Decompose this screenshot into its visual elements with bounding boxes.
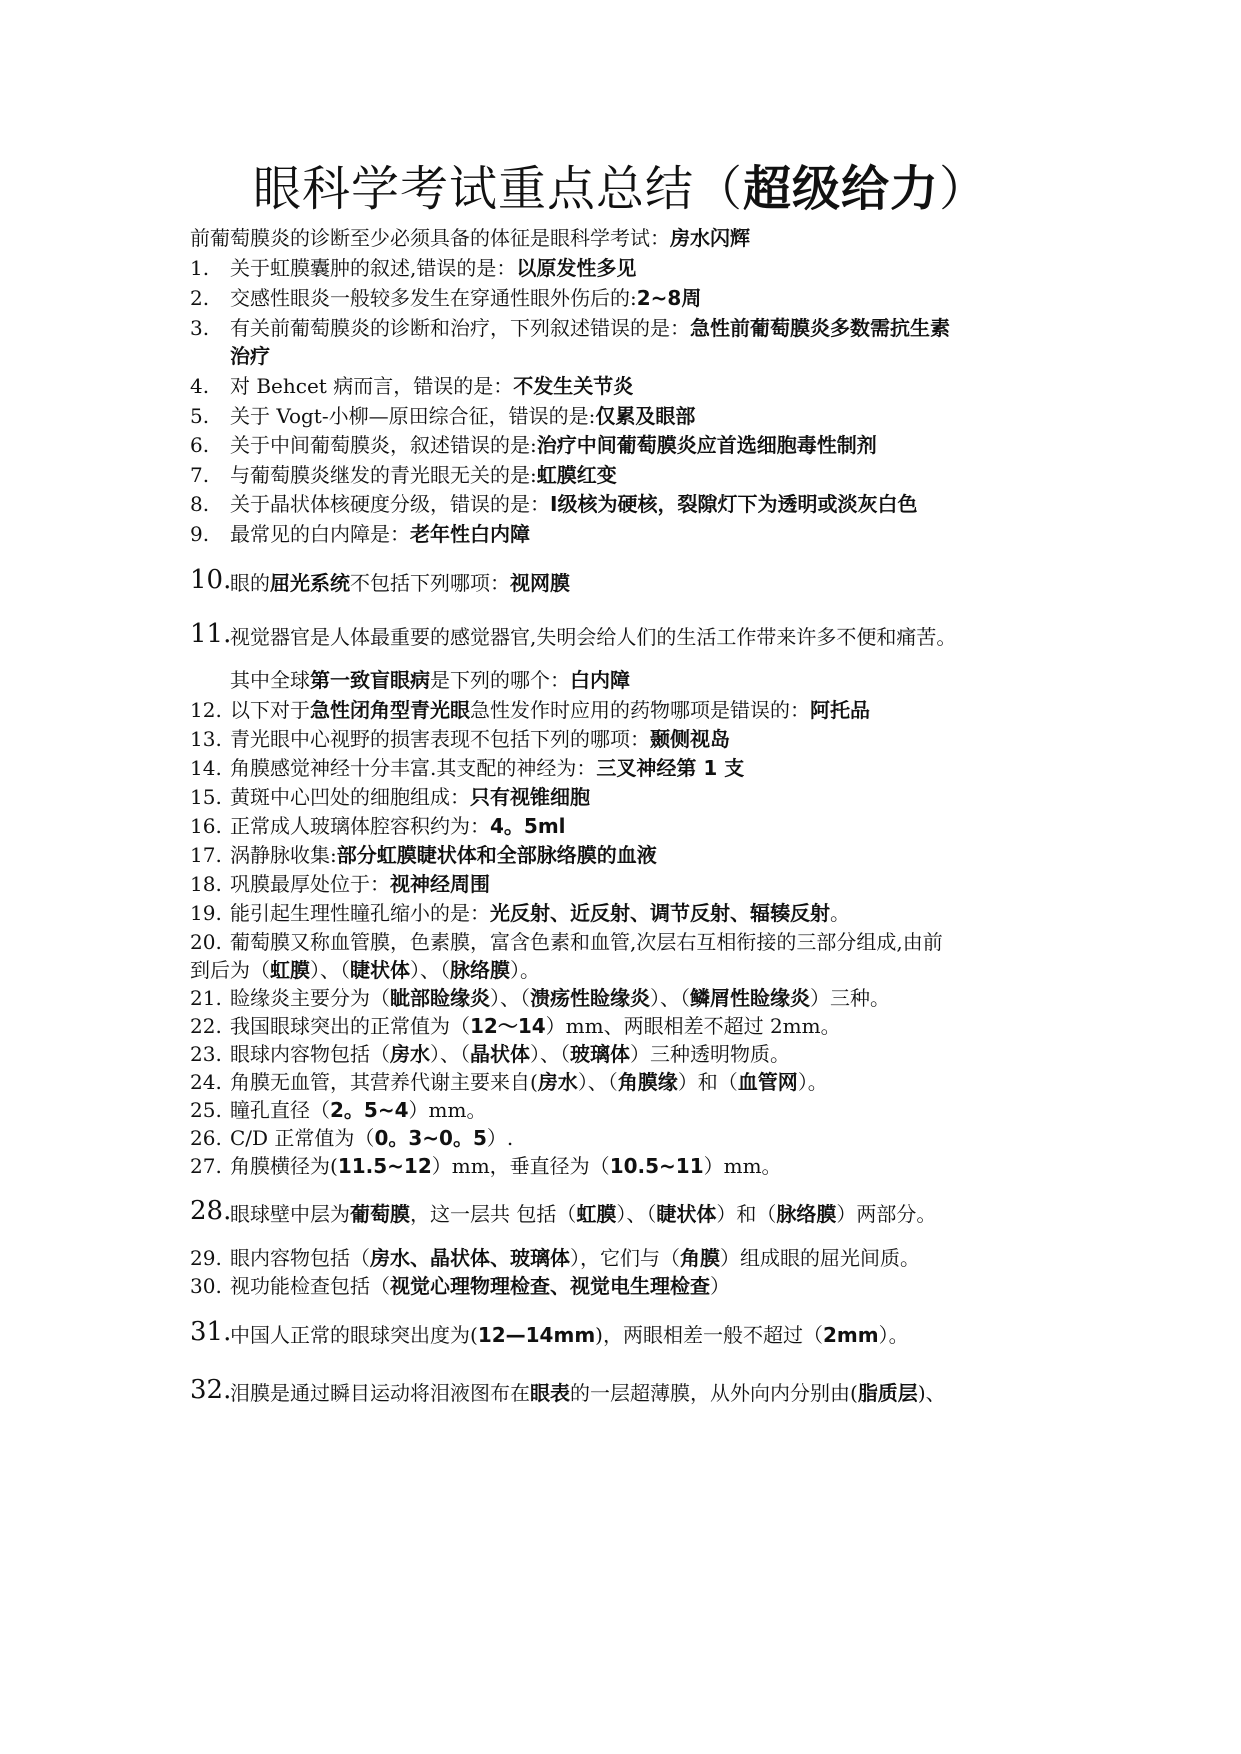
item-text: 的一层超薄膜，从外向内分别由( xyxy=(570,1381,858,1405)
item-text: ）组成眼的屈光间质。 xyxy=(720,1246,920,1270)
item-text: ）、（ xyxy=(616,1202,657,1226)
item-number: 9. xyxy=(190,522,210,546)
item-number: 7. xyxy=(190,463,210,487)
item-answer: 12～14 xyxy=(470,1014,546,1038)
item-text: 瞳孔直径（ xyxy=(230,1098,330,1122)
item-text: ）。 xyxy=(878,1323,909,1347)
item-question: 交感性眼炎一般较多发生在穿通性眼外伤后的: xyxy=(230,286,637,310)
item-text: ）、（ xyxy=(577,1070,618,1094)
item-number: 15. xyxy=(190,785,222,809)
item-text: 角膜横径为( xyxy=(230,1154,338,1178)
item-answer: 角膜缘 xyxy=(617,1070,678,1094)
item-number: 2. xyxy=(190,286,210,310)
item-answer: 部分虹膜睫状体和全部脉络膜的血液 xyxy=(336,843,657,867)
item-question: 关于晶状体核硬度分级，错误的是： xyxy=(230,492,550,516)
item-answer-continued: 治疗 xyxy=(230,344,270,368)
item-answer: 虹膜 xyxy=(576,1202,617,1226)
item-answer: 视神经周围 xyxy=(390,872,490,896)
item-answer: 脉络膜 xyxy=(776,1202,837,1226)
item-text: ） xyxy=(710,1274,730,1298)
item-answer: 11.5~12 xyxy=(337,1154,432,1178)
item-number: 11. xyxy=(190,619,232,649)
item-answer: 视网膜 xyxy=(510,571,570,595)
item-answer: 以原发性多见 xyxy=(516,256,637,280)
item-number: 19. xyxy=(190,901,222,925)
item-number: 12. xyxy=(190,698,222,722)
item-question: 对 Behcet 病而言，错误的是： xyxy=(230,374,514,398)
item-keyword: 屈光系统 xyxy=(270,571,350,595)
item-answer: Ⅰ级核为硬核，裂隙灯下为透明或淡灰白色 xyxy=(550,492,918,516)
item-question: 葡萄膜又称血管膜，色素膜，富含色素和血管,次层右互相衔接的三部分组成,由前 xyxy=(230,930,943,954)
item-number: 28. xyxy=(190,1196,232,1226)
item-text: ）. xyxy=(486,1126,514,1150)
item-text: ）三种透明物质。 xyxy=(630,1042,790,1066)
item-number: 5. xyxy=(190,404,210,428)
item-number: 30. xyxy=(190,1274,222,1298)
item-text: 眼球内容物包括（ xyxy=(230,1042,390,1066)
item-number: 18. xyxy=(190,872,222,896)
item-text: ）三种。 xyxy=(810,986,890,1010)
item-text: )、 xyxy=(917,1381,946,1405)
item-number: 23. xyxy=(190,1042,222,1066)
item-question: 巩膜最厚处位于： xyxy=(230,872,390,896)
item-answer: 脉络膜 xyxy=(450,958,510,982)
item-answer: 阿托品 xyxy=(810,698,870,722)
item-text: ）mm、两眼相差不超过 2mm。 xyxy=(545,1014,841,1038)
item-answer: 脂质层 xyxy=(857,1381,918,1405)
item-question: 关于 Vogt-小柳—原田综合征，错误的是: xyxy=(230,404,596,428)
item-answer: 只有视锥细胞 xyxy=(470,785,590,809)
item-number: 22. xyxy=(190,1014,222,1038)
item-answer: 4。5ml xyxy=(490,814,566,838)
item-number: 4. xyxy=(190,374,210,398)
item-question: 涡静脉收集: xyxy=(230,843,337,867)
item-text: 睑缘炎主要分为（ xyxy=(230,986,390,1010)
item-answer: 白内障 xyxy=(570,668,630,692)
item-answer: 仅累及眼部 xyxy=(595,404,696,428)
item-answer: 鳞屑性睑缘炎 xyxy=(690,986,810,1010)
item-answer: 颞侧视岛 xyxy=(650,727,730,751)
item-question: 角膜感觉神经十分丰富.其支配的神经为： xyxy=(230,756,597,780)
item-text: ）。 xyxy=(510,958,540,982)
item-answer: 10.5~11 xyxy=(609,1154,704,1178)
item-number: 14. xyxy=(190,756,222,780)
item-number: 3. xyxy=(190,316,210,340)
item-answer: 视觉心理物理检查、视觉电生理检查 xyxy=(390,1274,710,1298)
item-question: 正常成人玻璃体腔容积约为： xyxy=(230,814,490,838)
item-answer: 房水 xyxy=(537,1070,578,1094)
item-number: 21. xyxy=(190,986,222,1010)
item-number: 26. xyxy=(190,1126,222,1150)
item-number: 13. xyxy=(190,727,222,751)
item-answer: 虹膜 xyxy=(270,958,310,982)
item-number: 31. xyxy=(190,1317,232,1347)
item-question: 能引起生理性瞳孔缩小的是： xyxy=(230,901,490,925)
title-text: 眼科学考试重点总结（ xyxy=(252,161,743,217)
item-text: ）和（ xyxy=(677,1070,738,1094)
item-text: 眼球壁中层为 xyxy=(230,1202,350,1226)
intro-line xyxy=(190,225,1070,251)
item-text: 。 xyxy=(830,901,850,925)
title-end: ） xyxy=(939,161,989,217)
intro-answer: 房水闪辉 xyxy=(670,226,750,250)
item-answer: 睫状体 xyxy=(656,1202,717,1226)
item-answer: 2~8周 xyxy=(636,286,702,310)
item-answer: 房水、晶状体、玻璃体 xyxy=(370,1246,570,1270)
item-answer: 光反射、近反射、调节反射、辐辏反射 xyxy=(490,901,830,925)
item-question: 不包括下列哪项： xyxy=(350,571,510,595)
item-text: ）、（ xyxy=(490,986,530,1010)
item-answer: 虹膜红变 xyxy=(536,463,617,487)
item-text: ）mm。 xyxy=(408,1098,487,1122)
item-answer: 三叉神经第 1 支 xyxy=(596,756,745,780)
item-text: ）和（ xyxy=(716,1202,777,1226)
item-keyword: 急性闭角型青光眼 xyxy=(310,698,470,722)
item-number: 24. xyxy=(190,1070,222,1094)
item-answer: 角膜 xyxy=(680,1246,720,1270)
item-text: 泪膜是通过瞬目运动将泪液图布在 xyxy=(230,1381,530,1405)
item-answer: 血管网 xyxy=(737,1070,798,1094)
item-answer: 晶状体 xyxy=(470,1042,530,1066)
item-text: ，这一层共 包括（ xyxy=(410,1202,577,1226)
item-answer: 12—14mm xyxy=(477,1323,596,1347)
item-question: 关于中间葡萄膜炎，叙述错误的是: xyxy=(230,433,537,457)
item-text: ）mm，垂直径为（ xyxy=(431,1154,610,1178)
intro-question: 前葡萄膜炎的诊断至少必须具备的体征是眼科学考试： xyxy=(190,226,670,250)
item-text: ）、（ xyxy=(310,958,350,982)
item-answer: 0。3~0。5 xyxy=(374,1126,487,1150)
item-number: 17. xyxy=(190,843,222,867)
item-number: 27. xyxy=(190,1154,222,1178)
item-question: 黄斑中心凹处的细胞组成： xyxy=(230,785,470,809)
item-text: ）两部分。 xyxy=(836,1202,937,1226)
item-number: 32. xyxy=(190,1375,232,1405)
item-text: 眼内容物包括（ xyxy=(230,1246,370,1270)
item-text: ），它们与（ xyxy=(570,1246,680,1270)
item-text: 我国眼球突出的正常值为（ xyxy=(230,1014,470,1038)
item-question: 是下列的哪个： xyxy=(430,668,570,692)
item-text: )，两眼相差一般不超过（ xyxy=(595,1323,823,1347)
item-question: 青光眼中心视野的损害表现不包括下列的哪项： xyxy=(230,727,650,751)
item-number: 16. xyxy=(190,814,222,838)
list-item-20-continued xyxy=(190,957,1070,983)
item-answer: 2。5~4 xyxy=(330,1098,409,1122)
item-answer: 溃疡性睑缘炎 xyxy=(530,986,650,1010)
item-question: 最常见的白内障是： xyxy=(230,522,410,546)
item-text: ）mm。 xyxy=(703,1154,782,1178)
item-text: 眼的 xyxy=(230,571,270,595)
item-text: 中国人正常的眼球突出度为( xyxy=(230,1323,478,1347)
list-item-3-continued xyxy=(230,343,1110,369)
item-number: 1. xyxy=(190,256,210,280)
item-text: ）、（ xyxy=(530,1042,570,1066)
item-question: 视觉器官是人体最重要的感觉器官,失明会给人们的生活工作带来许多不便和痛苦。 xyxy=(230,625,957,649)
item-answer: 葡萄膜 xyxy=(350,1202,410,1226)
item-number: 8. xyxy=(190,492,210,516)
item-answer: 治疗中间葡萄膜炎应首选细胞毒性制剂 xyxy=(536,433,877,457)
item-question: 有关前葡萄膜炎的诊断和治疗，下列叙述错误的是： xyxy=(230,316,690,340)
item-keyword: 眼表 xyxy=(530,1381,570,1405)
item-text: ）。 xyxy=(797,1070,828,1094)
item-number: 10. xyxy=(190,565,232,595)
item-answer: 不发生关节炎 xyxy=(513,374,634,398)
item-question: 与葡萄膜炎继发的青光眼无关的是: xyxy=(230,463,537,487)
list-item-11-continued xyxy=(230,667,1110,693)
item-text: ）、（ xyxy=(430,1042,470,1066)
item-number: 6. xyxy=(190,433,210,457)
item-text: 视功能检查包括（ xyxy=(230,1274,390,1298)
item-number: 25. xyxy=(190,1098,222,1122)
item-text: 其中全球 xyxy=(230,668,310,692)
item-answer: 老年性白内障 xyxy=(410,522,530,546)
item-keyword: 第一致盲眼病 xyxy=(310,668,430,692)
item-answer: 玻璃体 xyxy=(570,1042,630,1066)
item-answer: 2mm xyxy=(822,1323,879,1347)
item-question: 关于虹膜囊肿的叙述,错误的是： xyxy=(230,256,517,280)
item-text: 到后为（ xyxy=(190,958,270,982)
item-text: C/D 正常值为（ xyxy=(230,1126,375,1150)
page-title xyxy=(0,150,1241,219)
item-number: 20. xyxy=(190,930,222,954)
item-text: ）、（ xyxy=(410,958,450,982)
item-answer: 房水 xyxy=(390,1042,430,1066)
item-question: 急性发作时应用的药物哪项是错误的： xyxy=(470,698,810,722)
item-text: 角膜无血管，其营养代谢主要来自( xyxy=(230,1070,538,1094)
item-answer: 睫状体 xyxy=(350,958,410,982)
item-answer: 急性前葡萄膜炎多数需抗生素 xyxy=(690,316,950,340)
item-number: 29. xyxy=(190,1246,222,1270)
item-text: 以下对于 xyxy=(230,698,310,722)
title-bold-text: 超级给力 xyxy=(742,161,939,217)
item-answer: 眦部睑缘炎 xyxy=(390,986,490,1010)
item-text: ）、（ xyxy=(650,986,690,1010)
